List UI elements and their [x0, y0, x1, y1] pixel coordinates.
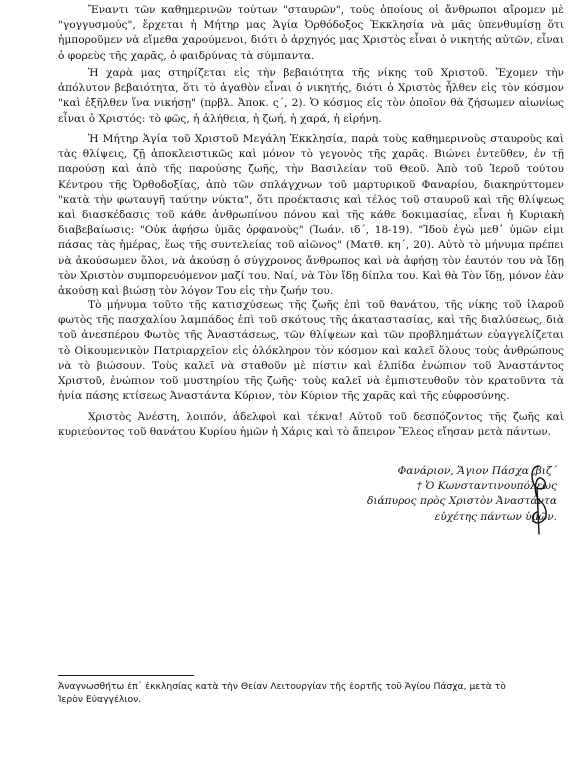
signature-title: † Ὁ Κωνσταντινουπόλεως	[416, 480, 557, 493]
signature-place-date: Φανάριον, Ἅγιον Πάσχα ,βιζ΄	[397, 465, 557, 477]
paragraph-1: Ἔναντι τῶν καθημερινῶν τούτων "σταυρῶν", τοὺς ὁποίους οἱ ἄνθρωποι αἴρομεν μὲ "γογγυσμούς", ἔρχεται ἡ Μήτηρ μας Ἁγία Ὀρθόδοξος Ἐκκλησία νὰ μᾶς ὑπενθυμίσῃ ὅτι ἠμποροῦμεν νὰ εἴμεθα χαρούμενοι, διότι ὁ ἀρχηγός μας Χριστὸς εἶναι ὁ νικητής αὐτῶν, εἶναι ὁ φορεὺς τῆς χαρᾶς, ὁ φαιδρύνας τὰ σύμπαντα.	[58, 4, 564, 62]
footnote-rule	[58, 675, 194, 676]
signature-line-4: εὐχέτης πάντων ὑμῶν.	[434, 510, 557, 523]
paragraph-5: Χριστὸς Ἀνέστη, λοιπόν, ἀδελφοὶ καὶ τέκνα! Αὐτοῦ τοῦ δεσπόζοντος τῆς ζωῆς καὶ κυριεύοντος τοῦ θανάτου Κυρίου ἡμῶν ἡ Χάρις καὶ τὸ ἄπειρον Ἔλεος εἴησαν μετὰ πάντων.	[58, 411, 564, 439]
paragraph-2: Ἡ χαρὰ μας στηρίζεται εἰς τὴν βεβαιότητα τῆς νίκης τοῦ Χριστοῦ. Ἔχομεν τὴν ἀπόλυτον βεβαιότητα, ὅτι τὸ ἀγαθὸν εἶναι ὁ νικητής, διότι ὁ Χριστὸς ἦλθεν εἰς τὸν κόσμον "καὶ ἐξῆλθεν ἵνα νικήσῃ" (πρβλ. Ἀποκ. ς΄, 2). Ὁ κόσμος εἰς τὸν ὁποῖον θὰ ζήσωμεν αἰωνίως εἶναι ὁ Χριστός: τὸ φῶς, ἡ ἀλήθεια, ἡ ζωή, ἡ χαρά, ἡ εἰρήνη.	[58, 67, 564, 125]
signature-line-3: διάπυρος πρὸς Χριστὸν Ἀναστάντα	[366, 495, 557, 508]
paragraph-4: Τὸ μήνυμα τοῦτο τῆς κατισχύσεως τῆς ζωῆς ἐπὶ τοῦ θανάτου, τῆς νίκης τοῦ ἱλαροῦ φωτὸς τῆς πασχαλίου λαμπάδος ἐπὶ τοῦ σκότους τῆς ἀκαταστασίας, καὶ τῆς διαλύσεως, διὰ τοῦ ἀνεσπέρου Φωτὸς τῆς Ἀναστάσεως, τῶν θλίψεων καὶ τῶν προβλημάτων εὐαγγελίζεται τὸ Οἰκουμενικὸν Πατριαρχεῖον εἰς ὁλόκληρον τὸν κόσμον καὶ καλεῖ ὅλους τοὺς ἀνθρώπους νὰ τὸ βιώσουν. Τοὺς καλεῖ νὰ σταθοῦν μὲ πίστιν καὶ ἐλπίδα ἐνώπιον τοῦ Ἀναστάντος Χριστοῦ, ἐνώπιον τοῦ μυστηρίου τῆς ζωῆς· τοὺς καλεῖ νὰ ἐμπιστευθοῦν τὸν κρατοῦντα τὰ ἡνία πάσης κτίσεως Ἀναστάντα Κύριον, τὸν Κύριον τῆς χαρᾶς καὶ τῆς εὐφροσύνης.	[58, 299, 564, 403]
footnote: Ἀναγνωσθήτω ἐπ᾽ ἐκκλησίας κατὰ τὴν Θείαν Λειτουργίαν τῆς ἑορτῆς τοῦ Ἁγίου Πάσχα, μετὰ τὸ Ἱερὸν Εὐαγγέλιον.	[58, 681, 506, 705]
paragraph-3: Ἡ Μήτηρ Ἁγία τοῦ Χριστοῦ Μεγάλη Ἐκκλησία, παρὰ τοὺς καθημερινοὺς σταυροὺς καὶ τὰς θλίψεις, ζῇ ἀποκλειστικῶς καὶ μόνον τὸ γεγονὸς τῆς χαρᾶς. Βιώνει ἐντεῦθεν, ἐν τῇ παρούσῃ καὶ ἀπὸ τῆς παρούσης ζωῆς, τὴν Βασιλείαν τοῦ Θεοῦ. Ἀπὸ τοῦ Ἱεροῦ τούτου Κέντρου τῆς Ὀρθοδοξίας, ἀπὸ τῶν σπλάγχνων τοῦ μαρτυρικοῦ Φαναρίου, διακηρύττομεν "κατὰ τὴν φωταυγῆ ταύτην νύκτα", ὅτι προέκτασις καὶ τέλος τοῦ σταυροῦ καὶ τῆς θλίψεως καὶ διασκέδασις τοῦ κάθε ἀνθρωπίνου πόνου καὶ τῆς κάθε δοκιμασίας, εἶναι ἡ Κυριακὴ διαβεβαίωσις: "Οὐκ ἀφήσω ὑμᾶς ὀρφανοὺς" (Ἰωάν. ιδ΄, 18-19). "Ἰδοὺ ἐγὼ μεθ᾽ ὑμῶν εἰμι πάσας τὰς ἡμέρας, ἕως τῆς συντελείας τοῦ αἰῶνος" (Ματθ. κη΄, 20). Αὐτὸ τὸ μήνυμα πρέπει νὰ ἀκούσωμεν ὅλοι, νὰ ἀκούσῃ ὁ σύγχρονος ἄνθρωπος καὶ νὰ ἀφήσῃ τὸν ἑαυτόν του νὰ ἴδῃ τὸν Χριστὸν συμπορευόμενον μαζί του. Ναί, νὰ Τὸν ἴδῃ δίπλα του. Καὶ θὰ Τὸν ἴδῃ, μόνον ἐὰν ἀκούσῃ καὶ βιώσῃ τὸν λόγον Του εἰς τὴν ζωήν του.	[58, 133, 564, 298]
handwritten-signature-mark	[525, 460, 553, 540]
